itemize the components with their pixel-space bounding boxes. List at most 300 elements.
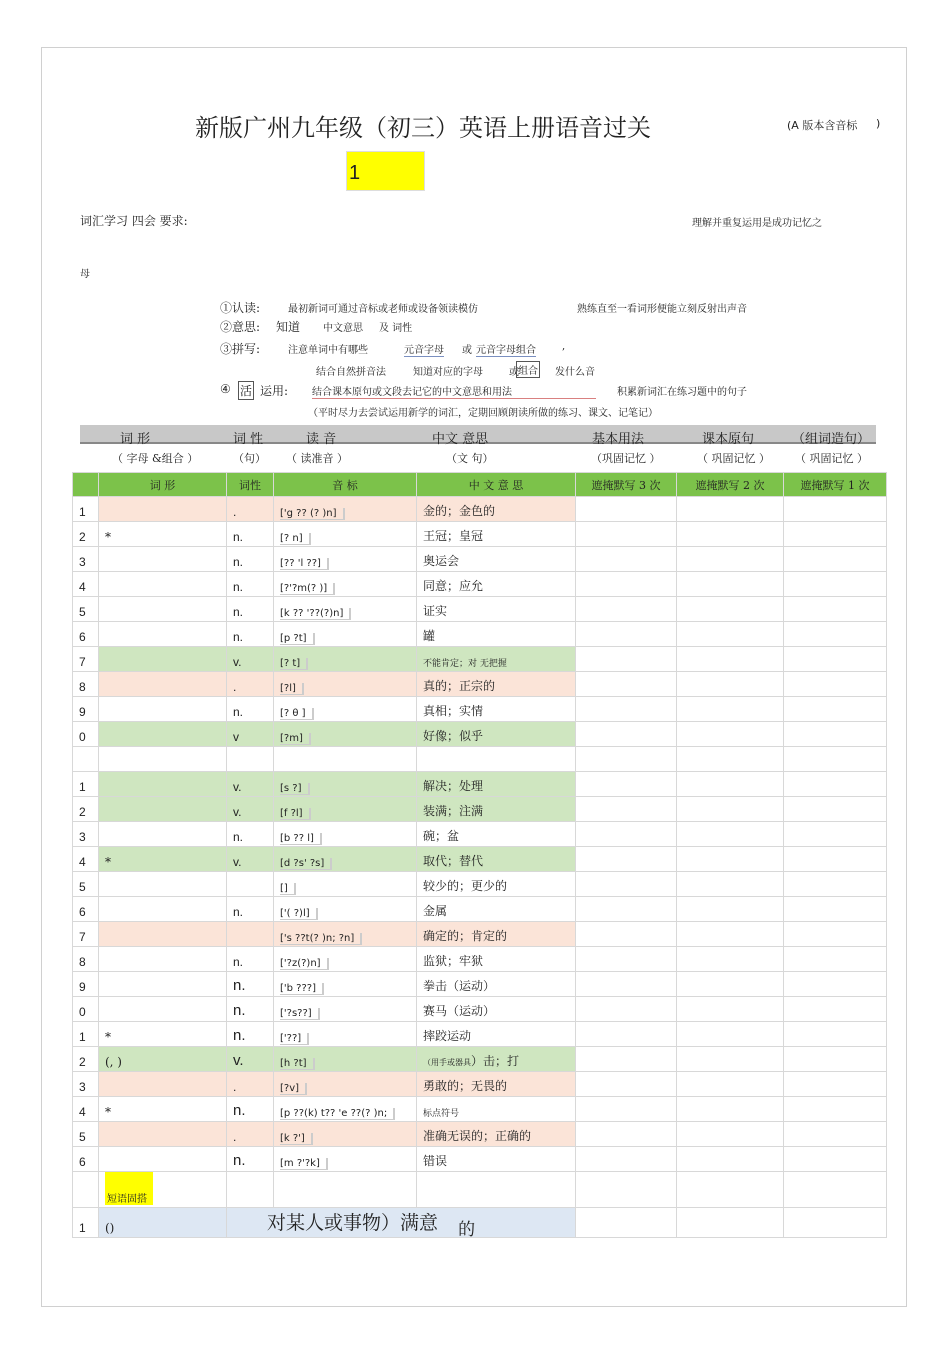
table-row [73,1072,887,1097]
row-number: 0 [73,722,99,747]
row-meaning [417,497,576,522]
row-meaning [417,747,576,772]
row-number: 4 [73,1097,99,1122]
row-word: * [99,847,227,872]
row-word [99,922,227,947]
req1-right: 熟练直至一看词形便能立刻反射出声音 [577,304,747,315]
page-title: 新版广州九年级（初三）英语上册语音过关 [195,114,651,142]
row-word [99,597,227,622]
row-dictation-1 [784,772,887,797]
row-dictation-1 [784,672,887,697]
row-dictation-3 [576,972,677,997]
row-dictation-3 [576,747,677,772]
row-word [99,722,227,747]
row-part-of-speech: . [227,1122,274,1147]
row-number: 9 [73,697,99,722]
row-part-of-speech: n. [227,522,274,547]
row-word [99,972,227,997]
row-dictation-3 [576,622,677,647]
row-part-of-speech: . [227,672,274,697]
row-phonetic [274,822,417,847]
row-dictation-3 [576,647,677,672]
phrase-label: 短语固搭 [105,1172,153,1205]
row-word [99,997,227,1022]
phonetic-text: [?l] [280,683,304,695]
row-dictation-3 [576,1047,677,1072]
row-dictation-2 [677,1072,784,1097]
row-part-of-speech: . [227,1072,274,1097]
req1-text: 最初新词可通过音标或老师或设备领读模仿 [288,304,478,315]
req2-label: ②意思: [220,320,261,334]
phrase-meaning-text: 对某人或事物）满意 [267,1212,439,1234]
table-row [73,822,887,847]
intro-right-note: 理解并重复运用是成功记忆之 [692,218,822,229]
table-row [73,697,887,722]
th-pos: 词性 [227,473,274,497]
row-dictation-1 [784,897,887,922]
row-dictation-2 [677,672,784,697]
req4-note: （平时尽力去尝试运用新学的词汇，定期回顾朗读所做的练习、课文、记笔记） [308,408,658,419]
row-part-of-speech: n. [227,997,274,1022]
meaning-text: 拳击（运动） [423,979,496,993]
req4-right: 积累新词汇在练习题中的句子 [617,387,747,398]
meaning-text: 装满；注满 [423,804,484,818]
row-dictation-2 [677,797,784,822]
phonetic-text: [?? 'l ??] [280,558,329,570]
row-part-of-speech: n. [227,1147,274,1172]
row-word [99,897,227,922]
phonetic-text: [s ?] [280,783,310,795]
row-dictation-2 [677,972,784,997]
col-s2: （句） [233,452,266,465]
row-dictation-3 [576,1022,677,1047]
row-number: 6 [73,897,99,922]
req2-c: 及 词性 [379,323,413,334]
col-h4: 中文 意思 [432,432,489,447]
row-phonetic [274,897,417,922]
row-part-of-speech: . [227,497,274,522]
row-dictation-2 [677,522,784,547]
phonetic-text: [k ?? '??(?)n] [280,608,351,620]
row-dictation-3 [576,947,677,972]
table-row [73,622,887,647]
row-phonetic [274,847,417,872]
row-word [99,872,227,897]
row-number: 1 [73,772,99,797]
phonetic-text: [? n] [280,533,311,545]
row-meaning [417,722,576,747]
row-meaning [417,897,576,922]
table-row [73,847,887,872]
row-meaning [417,1022,576,1047]
phonetic-text: [?v] [280,1083,307,1095]
row-number: 4 [73,572,99,597]
row-dictation-1 [784,597,887,622]
row-dictation-2 [677,497,784,522]
row-word [99,797,227,822]
col-h6: 课本原句 [702,432,755,447]
row-dictation-3 [576,672,677,697]
table-row [73,872,887,897]
intro-label: 词汇学习 四会 要求: [80,214,188,228]
th-num [73,473,99,497]
row-number: 6 [73,622,99,647]
col-h2: 词 性 [233,432,264,447]
row-dictation-3 [576,797,677,822]
table-row [73,997,887,1022]
th-dictation-3: 遮掩默写 3 次 [576,473,677,497]
row-part-of-speech: v. [227,847,274,872]
row-phonetic [274,497,417,522]
phonetic-text: [?m] [280,733,311,745]
row-number: 3 [73,1072,99,1097]
row-dictation-2 [677,572,784,597]
row-phonetic [274,747,417,772]
meaning-text: 王冠；皇冠 [423,529,484,543]
row-dictation-3 [576,997,677,1022]
row-dictation-1 [784,497,887,522]
row-dictation-2 [677,772,784,797]
intro-right-note-cont: 母 [80,269,90,280]
vocabulary-table [72,472,887,1238]
row-dictation-2 [677,947,784,972]
row-dictation-2 [677,747,784,772]
row-dictation-1 [784,1072,887,1097]
row-dictation-3 [576,572,677,597]
row-meaning [417,997,576,1022]
row-dictation-1 [784,1097,887,1122]
row-meaning [417,797,576,822]
row-meaning [417,1122,576,1147]
row-word [99,822,227,847]
meaning-text: 确定的；肯定的 [423,929,508,943]
row-part-of-speech: n. [227,822,274,847]
table-row [73,572,887,597]
table-row [73,1097,887,1122]
phonetic-text: [p ?t] [280,633,315,645]
row-dictation-3 [576,772,677,797]
row-dictation-2 [677,1047,784,1072]
row-dictation-1 [784,697,887,722]
row-meaning [417,522,576,547]
req4-num: ④ [220,382,231,396]
row-number: 2 [73,1047,99,1072]
row-part-of-speech: n. [227,697,274,722]
row-dictation-2 [677,597,784,622]
row-part-of-speech [227,872,274,897]
phonetic-text: [?'?m(? )] [280,583,335,595]
row-dictation-1 [784,1122,887,1147]
row-phonetic [274,722,417,747]
row-number: 6 [73,1147,99,1172]
col-s7: （ 巩固记忆 ） [795,452,868,465]
req4-label: 运用: [260,384,289,398]
row-meaning [417,772,576,797]
row-dictation-1 [784,722,887,747]
row-word: * [99,1097,227,1122]
table-row [73,747,887,772]
table-row [73,797,887,822]
row-dictation-3 [576,497,677,522]
row-phonetic [274,1022,417,1047]
row-part-of-speech: n. [227,597,274,622]
row-dictation-2 [677,547,784,572]
row-meaning [417,972,576,997]
phonetic-text: ['??] [280,1033,309,1045]
row-word [99,547,227,572]
row-word [99,497,227,522]
req3-vowel: 元音字母 [404,341,444,357]
row-part-of-speech: v. [227,1047,274,1072]
row-dictation-1 [784,1147,887,1172]
phonetic-text: ['?z(?)n] [280,958,329,970]
row-word [99,622,227,647]
table-row [73,897,887,922]
row-word [99,697,227,722]
row-phonetic [274,622,417,647]
row-dictation-3 [576,1147,677,1172]
phonetic-text: [m ?'?k] [280,1158,328,1170]
row-dictation-1 [784,522,887,547]
meaning-text: 较少的；更少的 [423,879,508,893]
row-phonetic [274,1097,417,1122]
phonetic-text: ['b ???] [280,983,324,995]
row-meaning [417,1047,576,1072]
row-dictation-3 [576,1122,677,1147]
row-dictation-3 [576,722,677,747]
meaning-text: 碗；盆 [423,829,460,843]
req3-line2a: 结合自然拼音法 [316,367,386,378]
phrase-row-meaning [227,1208,576,1238]
row-dictation-1 [784,922,887,947]
row-phonetic [274,997,417,1022]
row-meaning [417,547,576,572]
row-dictation-3 [576,522,677,547]
row-phonetic [274,547,417,572]
meaning-text: 金属 [423,904,448,918]
row-dictation-2 [677,997,784,1022]
row-part-of-speech: n. [227,897,274,922]
req4-text: 结合课本原句或文段去记它的中文意思和用法 [312,383,596,399]
row-number: 3 [73,547,99,572]
table-row [73,1022,887,1047]
meaning-text: ）击；打 [471,1054,520,1068]
row-number: 5 [73,872,99,897]
row-word [99,672,227,697]
req3-line2c: 或 [509,367,519,378]
row-word [99,772,227,797]
row-meaning [417,1072,576,1097]
row-dictation-2 [677,722,784,747]
row-number: 1 [73,1022,99,1047]
req3-combo: 元音字母组合 [476,341,536,357]
req2-b: 中文意思 [323,323,363,334]
th-ipa: 音 标 [274,473,417,497]
row-part-of-speech: n. [227,622,274,647]
row-part-of-speech: n. [227,572,274,597]
row-meaning [417,697,576,722]
row-meaning [417,622,576,647]
row-number: 7 [73,922,99,947]
row-phonetic [274,1047,417,1072]
row-dictation-3 [576,822,677,847]
table-row [73,497,887,522]
row-word: (, ) [99,1047,227,1072]
phonetic-text: ['( ?)l] [280,908,318,920]
row-dictation-2 [677,1147,784,1172]
meaning-text: 错误 [423,1154,448,1168]
meaning-text: 取代；替代 [423,854,484,868]
req3-line2d: 组合 [516,361,540,378]
row-dictation-3 [576,897,677,922]
row-dictation-3 [576,597,677,622]
table-header-row [73,473,887,497]
req3-text: 注意单词中有哪些 [288,345,368,356]
row-number: 2 [73,522,99,547]
row-phonetic [274,672,417,697]
table-row [73,947,887,972]
phonetic-text: ['s ??t(? )n; ?n] [280,933,362,945]
row-phonetic [274,1122,417,1147]
col-s1: （ 字母 &组合 ） [112,452,199,465]
row-dictation-1 [784,847,887,872]
row-phonetic [274,647,417,672]
meaning-text: 罐 [423,629,436,643]
row-dictation-1 [784,972,887,997]
row-number: 8 [73,672,99,697]
row-part-of-speech: n. [227,947,274,972]
th-dictation-1: 遮掩默写 1 次 [784,473,887,497]
row-dictation-1 [784,1022,887,1047]
col-s4: （文 句） [446,452,494,465]
row-dictation-2 [677,897,784,922]
row-part-of-speech: n. [227,972,274,997]
meaning-text: 监狱；牢狱 [423,954,484,968]
phonetic-text: [d ?s' ?s] [280,858,332,870]
row-meaning [417,872,576,897]
row-dictation-3 [576,1072,677,1097]
phonetic-text: [? θ ] [280,708,314,720]
row-word [99,1147,227,1172]
table-row [73,722,887,747]
row-dictation-2 [677,922,784,947]
row-meaning [417,947,576,972]
row-phonetic [274,797,417,822]
row-phonetic [274,872,417,897]
th-dictation-2: 遮掩默写 2 次 [677,473,784,497]
col-s5: （巩固记忆 ） [591,452,661,465]
row-dictation-3 [576,547,677,572]
phrase-label-cell [99,1172,227,1208]
phonetic-text: [f ?l] [280,808,311,820]
phonetic-text: [b ?? l] [280,833,322,845]
row-number: 8 [73,947,99,972]
table-row [73,922,887,947]
table-row [73,1122,887,1147]
phrase-meaning-tail: 的 [458,1220,476,1238]
th-meaning: 中 文 意 思 [417,473,576,497]
row-dictation-2 [677,822,784,847]
table-row [73,672,887,697]
row-phonetic [274,947,417,972]
row-phonetic [274,522,417,547]
meaning-text: 标点符号 [423,1109,460,1119]
phonetic-text: ['?s??] [280,1008,320,1020]
row-phonetic [274,1072,417,1097]
row-number: 5 [73,597,99,622]
col-h1: 词 形 [120,432,151,447]
row-phonetic [274,772,417,797]
row-number: 7 [73,647,99,672]
row-dictation-3 [576,847,677,872]
row-dictation-2 [677,872,784,897]
meaning-text: 摔跤运动 [423,1029,472,1043]
table-row [73,772,887,797]
row-dictation-2 [677,847,784,872]
req3-comma: , [562,341,566,352]
req1-label: ①认读: [220,301,261,315]
row-number: 5 [73,1122,99,1147]
row-part-of-speech: n. [227,547,274,572]
col-h7: （组词造句） [792,432,871,447]
col-h5: 基本用法 [592,432,645,447]
edition-note: (A 版本含音标 [787,119,858,132]
row-meaning [417,1147,576,1172]
req3-line2b: 知道对应的字母 [413,367,483,378]
row-dictation-1 [784,822,887,847]
row-meaning [417,572,576,597]
meaning-text: 证实 [423,604,448,618]
phonetic-text: [h ?t] [280,1058,315,1070]
row-part-of-speech: n. [227,1097,274,1122]
phrase-row-number: 1 [73,1208,99,1238]
row-number: 2 [73,797,99,822]
phonetic-text: ['g ?? (? )n] [280,508,345,520]
row-dictation-2 [677,622,784,647]
row-part-of-speech: v [227,722,274,747]
row-word [99,572,227,597]
row-dictation-3 [576,697,677,722]
row-dictation-3 [576,922,677,947]
row-dictation-1 [784,997,887,1022]
row-part-of-speech: v. [227,797,274,822]
unit-number-highlight: 1 [346,151,425,191]
row-word [99,1122,227,1147]
meaning-text: 不能肯定；对 无把握 [423,659,507,669]
row-part-of-speech [227,922,274,947]
row-word: * [99,522,227,547]
row-phonetic [274,972,417,997]
edition-note-close: ) [876,117,881,130]
row-dictation-2 [677,697,784,722]
row-dictation-3 [576,1097,677,1122]
meaning-text: 好像；似乎 [423,729,484,743]
row-dictation-1 [784,547,887,572]
row-word: * [99,1022,227,1047]
row-dictation-1 [784,1047,887,1072]
phrase-row-word: () [99,1208,227,1238]
phonetic-text: [k ?'] [280,1133,313,1145]
row-number: 9 [73,972,99,997]
row-phonetic [274,572,417,597]
phonetic-text: [] [280,883,296,895]
row-phonetic [274,922,417,947]
row-dictation-1 [784,947,887,972]
row-part-of-speech: v. [227,647,274,672]
table-row [73,1047,887,1072]
row-dictation-1 [784,622,887,647]
meaning-text: 奥运会 [423,554,460,568]
